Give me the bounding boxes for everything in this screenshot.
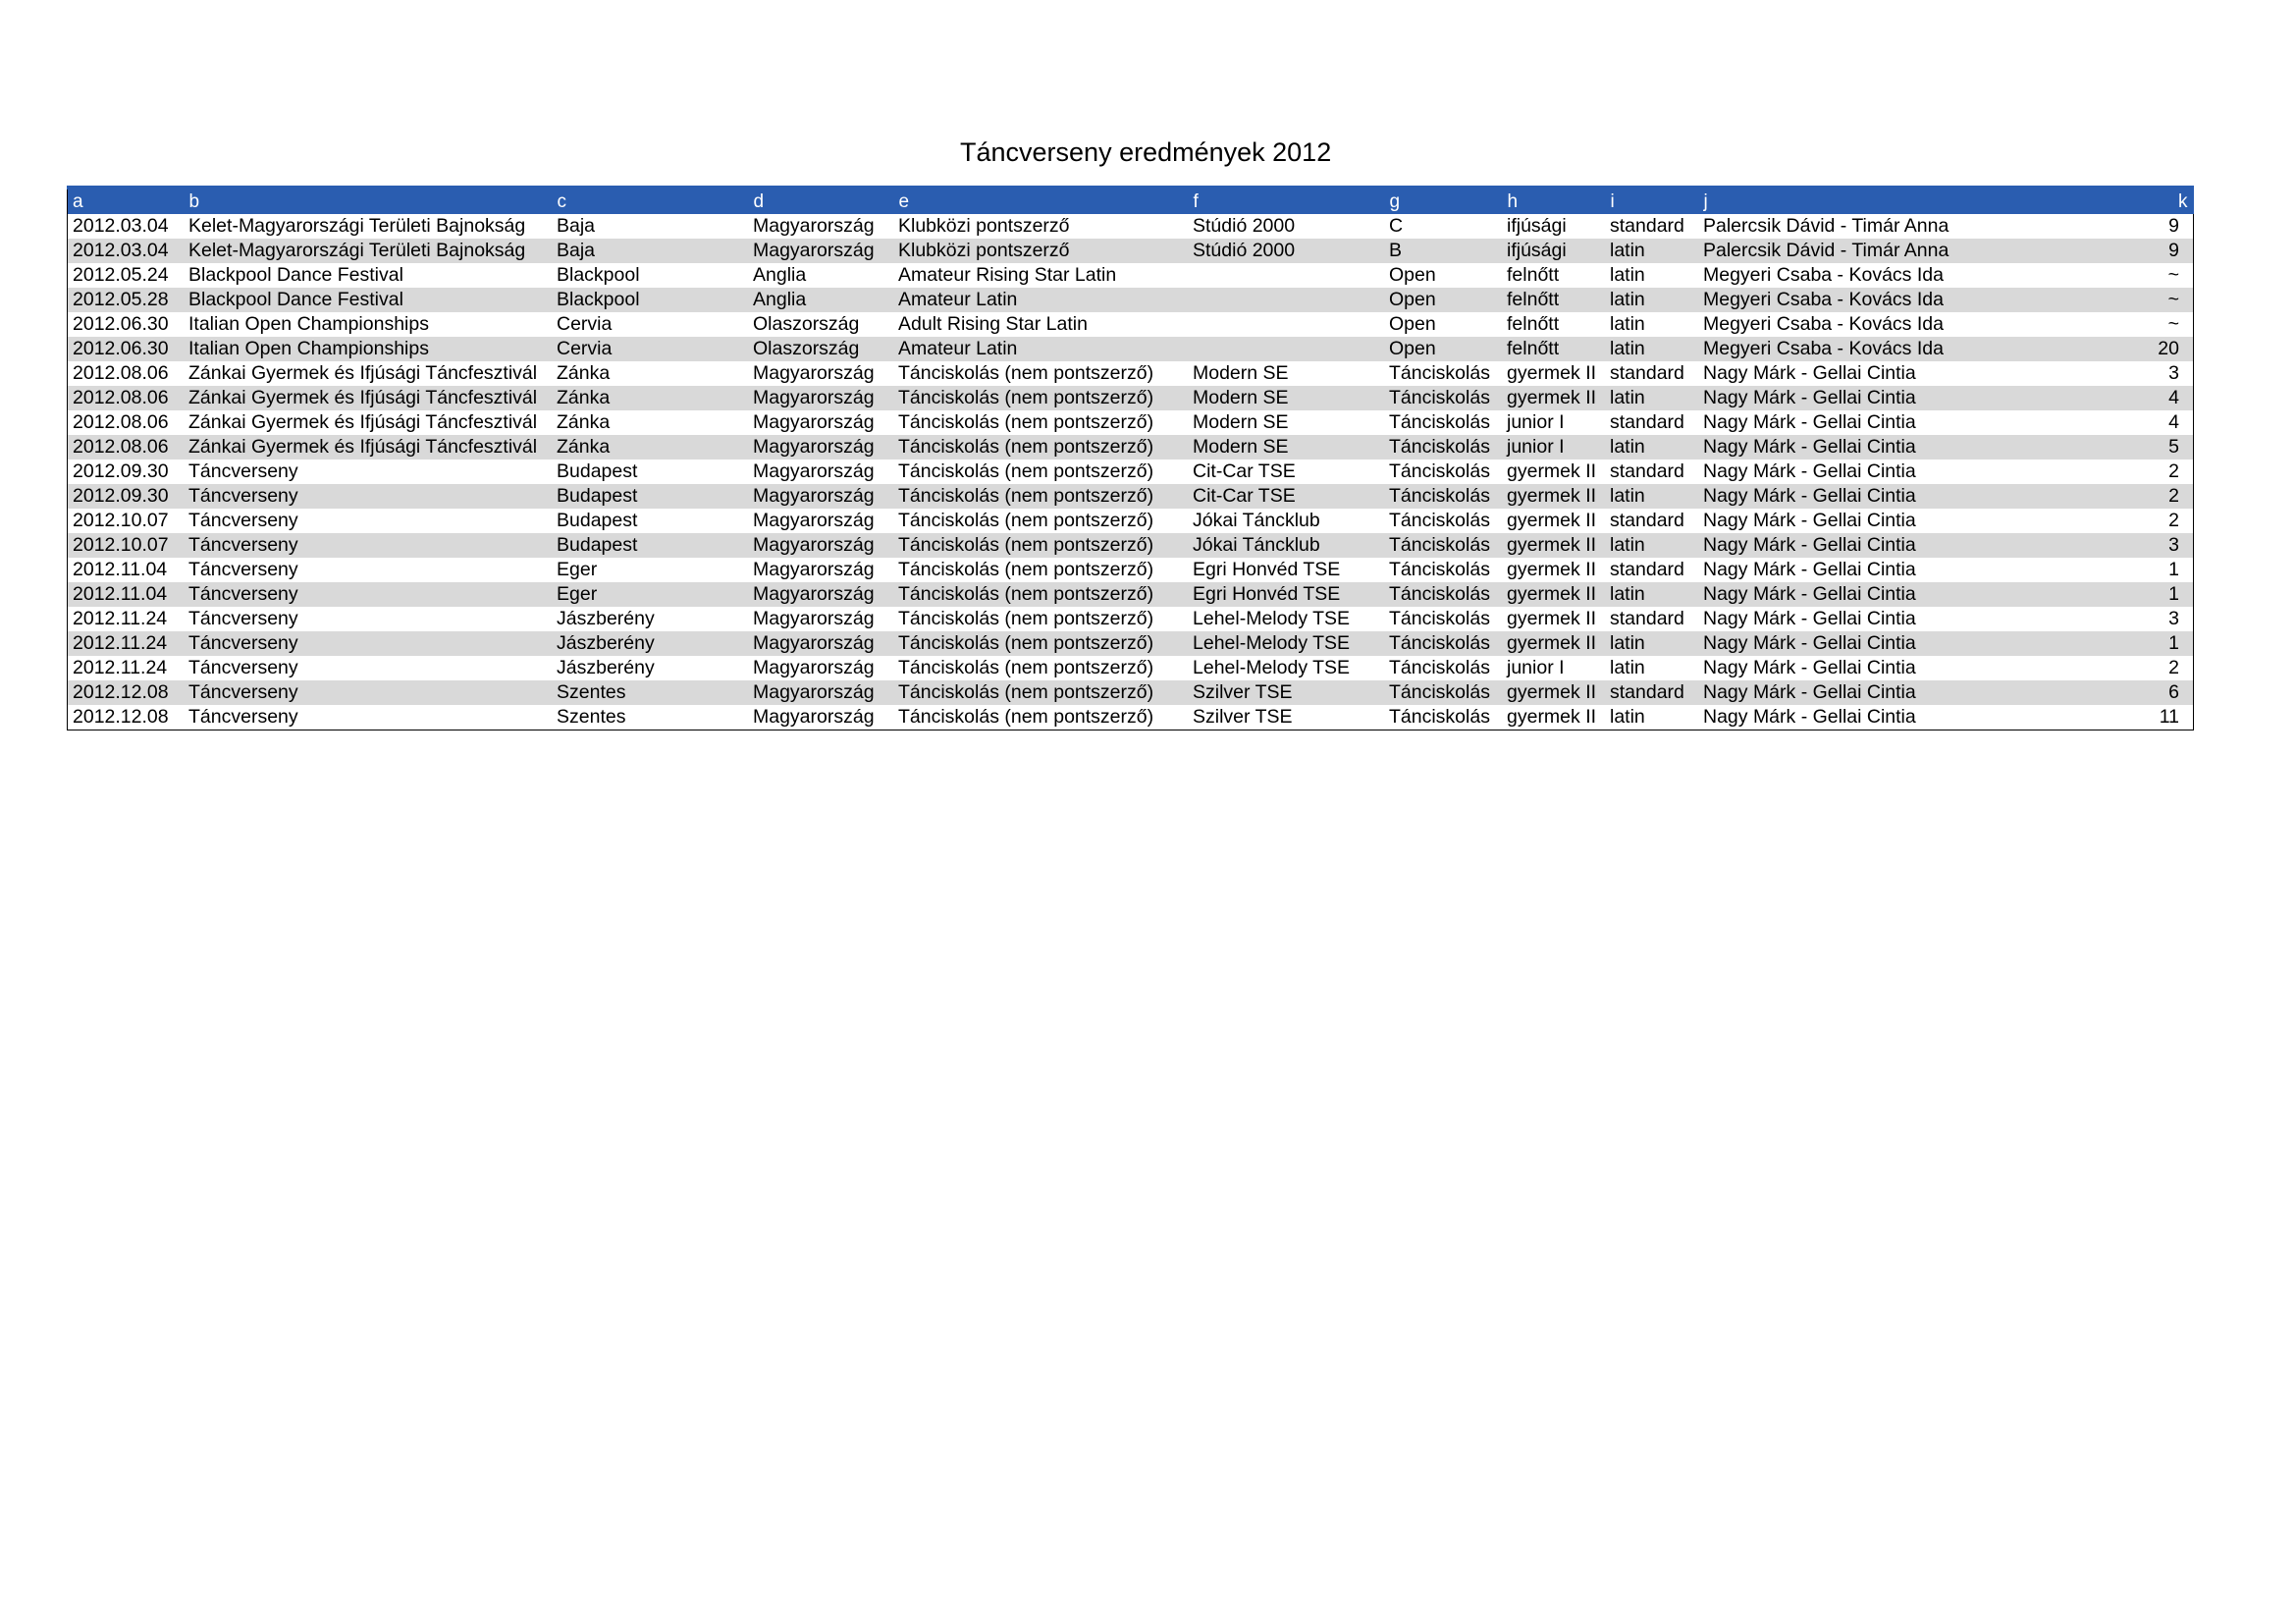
table-cell[interactable]: Amateur Latin (898, 289, 1018, 310)
table-cell[interactable]: felnőtt (1507, 264, 1560, 286)
table-cell[interactable]: gyermek II (1507, 485, 1597, 507)
table-cell[interactable]: Cervia (557, 338, 613, 359)
table-cell[interactable]: Nagy Márk - Gellai Cintia (1703, 657, 1916, 678)
table-cell[interactable]: standard (1610, 559, 1684, 580)
table-cell[interactable]: 2012.09.30 (73, 485, 169, 507)
table-cell[interactable]: Magyarország (753, 387, 875, 408)
table-cell[interactable]: C (1389, 215, 1404, 237)
table-row[interactable] (68, 656, 2193, 680)
table-cell[interactable]: Nagy Márk - Gellai Cintia (1703, 632, 1916, 654)
table-cell[interactable]: Cit-Car TSE (1193, 485, 1296, 507)
table-cell[interactable]: Táncverseny (188, 460, 298, 482)
table-cell[interactable]: Zánka (557, 411, 611, 433)
table-cell[interactable]: 2 (2168, 485, 2179, 507)
table-row[interactable] (68, 361, 2193, 386)
table-cell[interactable]: Tánciskolás (1389, 534, 1490, 556)
table-cell[interactable]: gyermek II (1507, 387, 1597, 408)
table-row[interactable] (68, 337, 2193, 361)
table-cell[interactable]: Nagy Márk - Gellai Cintia (1703, 460, 1916, 482)
table-cell[interactable]: Zánka (557, 387, 611, 408)
table-cell[interactable]: 2012.03.04 (73, 215, 169, 237)
table-cell[interactable]: junior I (1507, 657, 1565, 678)
table-cell[interactable]: gyermek II (1507, 510, 1597, 531)
table-cell[interactable]: felnőtt (1507, 289, 1560, 310)
table-cell[interactable]: Klubközi pontszerző (898, 240, 1070, 261)
table-cell[interactable]: standard (1610, 411, 1684, 433)
table-cell[interactable]: Tánciskolás (1389, 387, 1490, 408)
table-cell[interactable]: Tánciskolás (nem pontszerző) (898, 362, 1154, 384)
table-cell[interactable]: Baja (557, 240, 596, 261)
table-cell[interactable]: latin (1610, 289, 1645, 310)
table-cell[interactable]: latin (1610, 264, 1645, 286)
table-cell[interactable]: Jókai Táncklub (1193, 510, 1320, 531)
table-cell[interactable]: Amateur Rising Star Latin (898, 264, 1117, 286)
table-cell[interactable]: 3 (2168, 534, 2179, 556)
table-cell[interactable]: Kelet-Magyarországi Területi Bajnokság (188, 215, 526, 237)
column-header-b[interactable]: b (184, 189, 552, 214)
table-row[interactable] (68, 509, 2193, 533)
table-row[interactable] (68, 435, 2193, 460)
table-cell[interactable]: Zánka (557, 436, 611, 458)
table-cell[interactable]: Nagy Márk - Gellai Cintia (1703, 583, 1916, 605)
table-cell[interactable]: Budapest (557, 510, 638, 531)
table-cell[interactable]: Italian Open Championships (188, 313, 429, 335)
table-cell[interactable]: junior I (1507, 436, 1565, 458)
table-cell[interactable]: 2012.08.06 (73, 387, 169, 408)
table-cell[interactable]: Open (1389, 289, 1436, 310)
table-cell[interactable]: Táncverseny (188, 632, 298, 654)
table-cell[interactable]: Tánciskolás (1389, 436, 1490, 458)
table-cell[interactable]: Tánciskolás (nem pontszerző) (898, 411, 1154, 433)
table-row[interactable] (68, 705, 2193, 730)
table-cell[interactable]: Tánciskolás (nem pontszerző) (898, 460, 1154, 482)
table-cell[interactable]: Egri Honvéd TSE (1193, 559, 1341, 580)
table-cell[interactable]: Modern SE (1193, 362, 1289, 384)
column-header-j[interactable]: j (1698, 189, 1983, 214)
table-cell[interactable] (1188, 288, 1384, 312)
table-cell[interactable]: Magyarország (753, 240, 875, 261)
table-cell[interactable]: 3 (2168, 608, 2179, 629)
table-cell[interactable]: gyermek II (1507, 681, 1597, 703)
column-header-g[interactable]: g (1384, 189, 1502, 214)
table-cell[interactable]: gyermek II (1507, 632, 1597, 654)
table-cell[interactable]: Zánkai Gyermek és Ifjúsági Táncfesztivál (188, 362, 538, 384)
table-row[interactable] (68, 582, 2193, 607)
table-cell[interactable]: Egri Honvéd TSE (1193, 583, 1341, 605)
table-cell[interactable]: 2012.09.30 (73, 460, 169, 482)
table-cell[interactable]: Budapest (557, 534, 638, 556)
table-cell[interactable]: 2012.08.06 (73, 362, 169, 384)
table-cell[interactable]: Táncverseny (188, 681, 298, 703)
column-header-d[interactable]: d (748, 189, 893, 214)
table-cell[interactable]: Nagy Márk - Gellai Cintia (1703, 387, 1916, 408)
table-cell[interactable]: Zánkai Gyermek és Ifjúsági Táncfesztivál (188, 411, 538, 433)
table-cell[interactable]: 2012.06.30 (73, 338, 169, 359)
table-cell[interactable]: Magyarország (753, 583, 875, 605)
table-cell[interactable]: Táncverseny (188, 559, 298, 580)
table-cell[interactable]: 2012.03.04 (73, 240, 169, 261)
table-cell[interactable]: latin (1610, 657, 1645, 678)
table-cell[interactable]: latin (1610, 534, 1645, 556)
table-cell[interactable]: Magyarország (753, 411, 875, 433)
table-cell[interactable]: 4 (2168, 411, 2179, 433)
table-cell[interactable]: Budapest (557, 460, 638, 482)
table-cell[interactable]: Anglia (753, 264, 807, 286)
table-cell[interactable]: 9 (2168, 240, 2179, 261)
table-cell[interactable]: Stúdió 2000 (1193, 215, 1296, 237)
results-table (68, 189, 2194, 730)
table-cell[interactable]: Tánciskolás (nem pontszerző) (898, 706, 1154, 728)
table-cell[interactable]: Magyarország (753, 534, 875, 556)
table-cell[interactable]: 2012.06.30 (73, 313, 169, 335)
table-cell[interactable]: Nagy Márk - Gellai Cintia (1703, 362, 1916, 384)
table-cell[interactable]: Tánciskolás (nem pontszerző) (898, 632, 1154, 654)
table-cell[interactable]: 2012.11.04 (73, 583, 168, 605)
table-cell[interactable]: Palercsik Dávid - Timár Anna (1703, 240, 1949, 261)
table-cell[interactable]: Táncverseny (188, 608, 298, 629)
table-cell[interactable]: Megyeri Csaba - Kovács Ida (1703, 313, 1944, 335)
column-header-f[interactable]: f (1188, 189, 1384, 214)
table-cell[interactable]: Táncverseny (188, 485, 298, 507)
table-cell[interactable]: Modern SE (1193, 436, 1289, 458)
table-cell[interactable]: felnőtt (1507, 313, 1560, 335)
table-cell[interactable]: 2012.12.08 (73, 706, 169, 728)
table-cell[interactable]: 2012.08.06 (73, 436, 169, 458)
table-cell[interactable]: Magyarország (753, 362, 875, 384)
table-cell[interactable]: Tánciskolás (nem pontszerző) (898, 387, 1154, 408)
table-cell[interactable]: Magyarország (753, 632, 875, 654)
table-cell[interactable]: 9 (2168, 215, 2179, 237)
table-cell[interactable]: junior I (1507, 411, 1565, 433)
table-cell[interactable]: 2012.12.08 (73, 681, 169, 703)
table-row[interactable] (68, 607, 2193, 631)
table-cell[interactable]: 2 (2168, 510, 2179, 531)
table-cell[interactable]: Open (1389, 264, 1436, 286)
table-cell[interactable]: 6 (2168, 681, 2179, 703)
table-cell[interactable]: latin (1610, 485, 1645, 507)
table-cell[interactable]: 20 (2158, 338, 2179, 359)
table-row[interactable] (68, 680, 2193, 705)
table-cell[interactable]: Blackpool (557, 264, 640, 286)
table-cell[interactable]: Open (1389, 338, 1436, 359)
table-cell[interactable]: B (1389, 240, 1403, 261)
column-header-e[interactable]: e (893, 189, 1188, 214)
table-cell[interactable]: Amateur Latin (898, 338, 1018, 359)
table-cell[interactable]: Zánkai Gyermek és Ifjúsági Táncfesztivál (188, 436, 538, 458)
table-cell[interactable]: Magyarország (753, 215, 875, 237)
table-row[interactable] (68, 631, 2193, 656)
table-cell[interactable]: 11 (2159, 706, 2179, 728)
table-cell[interactable]: Eger (557, 559, 598, 580)
table-cell[interactable]: Cervia (557, 313, 613, 335)
table-row[interactable] (68, 214, 2193, 239)
table-cell[interactable]: 2012.08.06 (73, 411, 169, 433)
table-cell[interactable]: Jászberény (557, 632, 655, 654)
table-cell[interactable]: gyermek II (1507, 583, 1597, 605)
table-cell[interactable]: latin (1610, 240, 1645, 261)
table-cell[interactable]: ifjúsági (1507, 240, 1567, 261)
table-cell[interactable]: 2012.11.24 (73, 608, 168, 629)
table-cell[interactable]: Eger (557, 583, 598, 605)
table-cell[interactable]: 1 (2168, 583, 2179, 605)
table-cell[interactable]: 2012.10.07 (73, 510, 169, 531)
table-container (67, 186, 2194, 730)
table-cell[interactable]: standard (1610, 362, 1684, 384)
table-cell[interactable]: Olaszország (753, 338, 860, 359)
table-cell[interactable]: Nagy Márk - Gellai Cintia (1703, 681, 1916, 703)
table-cell[interactable]: 1 (2168, 632, 2179, 654)
column-header-row (68, 189, 2193, 214)
table-row[interactable] (68, 263, 2193, 288)
table-cell[interactable]: Tánciskolás (1389, 583, 1490, 605)
table-cell[interactable]: Megyeri Csaba - Kovács Ida (1703, 264, 1944, 286)
table-cell[interactable]: latin (1610, 583, 1645, 605)
table-cell[interactable]: Magyarország (753, 706, 875, 728)
table-cell[interactable]: Magyarország (753, 436, 875, 458)
table-cell[interactable]: Tánciskolás (1389, 411, 1490, 433)
column-header-i[interactable]: i (1605, 189, 1698, 214)
table-cell[interactable]: Tánciskolás (nem pontszerző) (898, 534, 1154, 556)
table-cell[interactable]: Open (1389, 313, 1436, 335)
table-cell[interactable]: 4 (2168, 387, 2179, 408)
table-cell[interactable]: latin (1610, 313, 1645, 335)
table-cell[interactable]: Magyarország (753, 485, 875, 507)
table-row[interactable] (68, 460, 2193, 484)
table-cell[interactable]: gyermek II (1507, 534, 1597, 556)
table-cell[interactable]: Tánciskolás (nem pontszerző) (898, 559, 1154, 580)
table-cell[interactable]: 5 (2168, 436, 2179, 458)
table-cell[interactable]: Nagy Márk - Gellai Cintia (1703, 559, 1916, 580)
table-cell[interactable]: Zánkai Gyermek és Ifjúsági Táncfesztivál (188, 387, 538, 408)
table-cell[interactable]: Anglia (753, 289, 807, 310)
table-cell[interactable]: Nagy Márk - Gellai Cintia (1703, 436, 1916, 458)
table-cell[interactable]: Stúdió 2000 (1193, 240, 1296, 261)
table-cell[interactable]: gyermek II (1507, 559, 1597, 580)
table-cell[interactable]: Megyeri Csaba - Kovács Ida (1703, 338, 1944, 359)
table-cell[interactable]: 2012.05.24 (73, 264, 169, 286)
table-cell[interactable]: Italian Open Championships (188, 338, 429, 359)
table-cell[interactable]: 2012.05.28 (73, 289, 169, 310)
table-cell[interactable]: gyermek II (1507, 706, 1597, 728)
table-header (68, 189, 2193, 214)
table-row[interactable] (68, 410, 2193, 435)
table-cell[interactable]: Lehel-Melody TSE (1193, 657, 1351, 678)
table-row[interactable] (68, 386, 2193, 410)
table-cell[interactable]: ~ (2167, 313, 2179, 335)
table-cell[interactable]: latin (1610, 387, 1645, 408)
table-cell[interactable]: Cit-Car TSE (1193, 460, 1296, 482)
table-cell[interactable]: Magyarország (753, 657, 875, 678)
table-cell[interactable]: Tánciskolás (nem pontszerző) (898, 510, 1154, 531)
table-cell[interactable]: ~ (2167, 264, 2179, 286)
table-cell[interactable]: Tánciskolás (1389, 706, 1490, 728)
table-cell[interactable]: 2012.11.04 (73, 559, 168, 580)
table-cell[interactable]: Megyeri Csaba - Kovács Ida (1703, 289, 1944, 310)
table-cell[interactable]: gyermek II (1507, 460, 1597, 482)
table-cell[interactable]: 1 (2168, 559, 2179, 580)
table-cell[interactable]: latin (1610, 706, 1645, 728)
table-cell[interactable]: Táncverseny (188, 583, 298, 605)
table-cell[interactable]: standard (1610, 608, 1684, 629)
table-cell[interactable]: Nagy Márk - Gellai Cintia (1703, 510, 1916, 531)
table-cell[interactable]: 2012.11.24 (73, 657, 168, 678)
table-cell[interactable]: Lehel-Melody TSE (1193, 608, 1351, 629)
table-cell[interactable]: Kelet-Magyarországi Területi Bajnokság (188, 240, 526, 261)
table-cell[interactable]: Tánciskolás (nem pontszerző) (898, 608, 1154, 629)
table-cell[interactable]: Nagy Márk - Gellai Cintia (1703, 485, 1916, 507)
table-cell[interactable]: Tánciskolás (nem pontszerző) (898, 583, 1154, 605)
table-row[interactable] (68, 312, 2193, 337)
table-cell[interactable]: Modern SE (1193, 387, 1289, 408)
table-cell[interactable]: Palercsik Dávid - Timár Anna (1703, 215, 1949, 237)
table-cell[interactable] (1188, 263, 1384, 288)
table-cell[interactable]: Tánciskolás (1389, 608, 1490, 629)
table-cell[interactable]: Szentes (557, 681, 626, 703)
table-cell[interactable]: Tánciskolás (1389, 681, 1490, 703)
column-header-a[interactable]: a (68, 189, 184, 214)
table-cell[interactable]: Lehel-Melody TSE (1193, 632, 1351, 654)
table-row[interactable] (68, 533, 2193, 558)
table-row[interactable] (68, 288, 2193, 312)
table-cell[interactable] (1188, 312, 1384, 337)
table-cell[interactable]: Tánciskolás (nem pontszerző) (898, 436, 1154, 458)
table-cell[interactable]: latin (1610, 436, 1645, 458)
table-cell[interactable]: Blackpool Dance Festival (188, 264, 403, 286)
table-cell[interactable]: standard (1610, 510, 1684, 531)
spreadsheet-sheet (67, 137, 2226, 730)
table-cell[interactable]: Baja (557, 215, 596, 237)
table-cell[interactable]: Tánciskolás (nem pontszerző) (898, 657, 1154, 678)
table-cell[interactable]: Jászberény (557, 608, 655, 629)
table-cell[interactable]: 2 (2168, 460, 2179, 482)
table-cell[interactable]: Tánciskolás (nem pontszerző) (898, 681, 1154, 703)
table-cell[interactable]: standard (1610, 460, 1684, 482)
column-header-k[interactable]: k (1983, 189, 2193, 214)
table-cell[interactable]: ifjúsági (1507, 215, 1567, 237)
column-header-h[interactable]: h (1502, 189, 1605, 214)
table-cell[interactable]: Olaszország (753, 313, 860, 335)
table-cell[interactable]: Modern SE (1193, 411, 1289, 433)
table-cell[interactable]: 2012.11.24 (73, 632, 168, 654)
table-cell[interactable]: Nagy Márk - Gellai Cintia (1703, 411, 1916, 433)
table-cell[interactable]: Magyarország (753, 681, 875, 703)
table-cell[interactable]: Adult Rising Star Latin (898, 313, 1088, 335)
page-title: Táncverseny eredmények 2012 (960, 137, 1332, 167)
table-cell[interactable]: latin (1610, 338, 1645, 359)
table-cell[interactable]: gyermek II (1507, 362, 1597, 384)
table-cell[interactable]: Tánciskolás (1389, 559, 1490, 580)
table-cell[interactable]: Nagy Márk - Gellai Cintia (1703, 608, 1916, 629)
table-cell[interactable]: 2012.10.07 (73, 534, 169, 556)
table-cell[interactable]: Szentes (557, 706, 626, 728)
table-cell[interactable]: Táncverseny (188, 510, 298, 531)
table-cell[interactable]: gyermek II (1507, 608, 1597, 629)
table-cell[interactable]: Klubközi pontszerző (898, 215, 1070, 237)
table-cell[interactable]: ~ (2167, 289, 2179, 310)
column-header-c[interactable]: c (552, 189, 748, 214)
table-cell[interactable]: Tánciskolás (1389, 632, 1490, 654)
table-cell[interactable]: Tánciskolás (1389, 362, 1490, 384)
table-cell[interactable]: standard (1610, 681, 1684, 703)
table-cell[interactable]: felnőtt (1507, 338, 1560, 359)
table-cell[interactable]: Blackpool Dance Festival (188, 289, 403, 310)
table-cell[interactable]: Tánciskolás (1389, 485, 1490, 507)
table-cell[interactable]: standard (1610, 215, 1684, 237)
table-cell[interactable]: Táncverseny (188, 657, 298, 678)
table-cell[interactable]: Táncverseny (188, 706, 298, 728)
table-cell[interactable]: Magyarország (753, 559, 875, 580)
table-body (68, 214, 2193, 730)
table-cell[interactable]: Blackpool (557, 289, 640, 310)
table-cell[interactable]: Tánciskolás (1389, 657, 1490, 678)
table-cell[interactable]: Tánciskolás (1389, 510, 1490, 531)
table-row[interactable] (68, 484, 2193, 509)
table-cell[interactable]: 2 (2168, 657, 2179, 678)
table-cell[interactable]: Zánka (557, 362, 611, 384)
table-cell[interactable]: Nagy Márk - Gellai Cintia (1703, 534, 1916, 556)
table-cell[interactable]: Szilver TSE (1193, 681, 1293, 703)
table-row[interactable] (68, 239, 2193, 263)
table-row[interactable] (68, 558, 2193, 582)
table-cell[interactable]: Táncverseny (188, 534, 298, 556)
table-cell[interactable]: Szilver TSE (1193, 706, 1293, 728)
table-cell[interactable]: Tánciskolás (nem pontszerző) (898, 485, 1154, 507)
table-cell[interactable]: Magyarország (753, 510, 875, 531)
table-cell[interactable]: Jászberény (557, 657, 655, 678)
table-cell[interactable]: 3 (2168, 362, 2179, 384)
table-cell[interactable] (1188, 337, 1384, 361)
table-cell[interactable]: Magyarország (753, 608, 875, 629)
table-cell[interactable]: Nagy Márk - Gellai Cintia (1703, 706, 1916, 728)
table-cell[interactable]: Tánciskolás (1389, 460, 1490, 482)
table-cell[interactable]: Magyarország (753, 460, 875, 482)
table-cell[interactable]: latin (1610, 632, 1645, 654)
table-cell[interactable]: Budapest (557, 485, 638, 507)
table-cell[interactable]: Jókai Táncklub (1193, 534, 1320, 556)
